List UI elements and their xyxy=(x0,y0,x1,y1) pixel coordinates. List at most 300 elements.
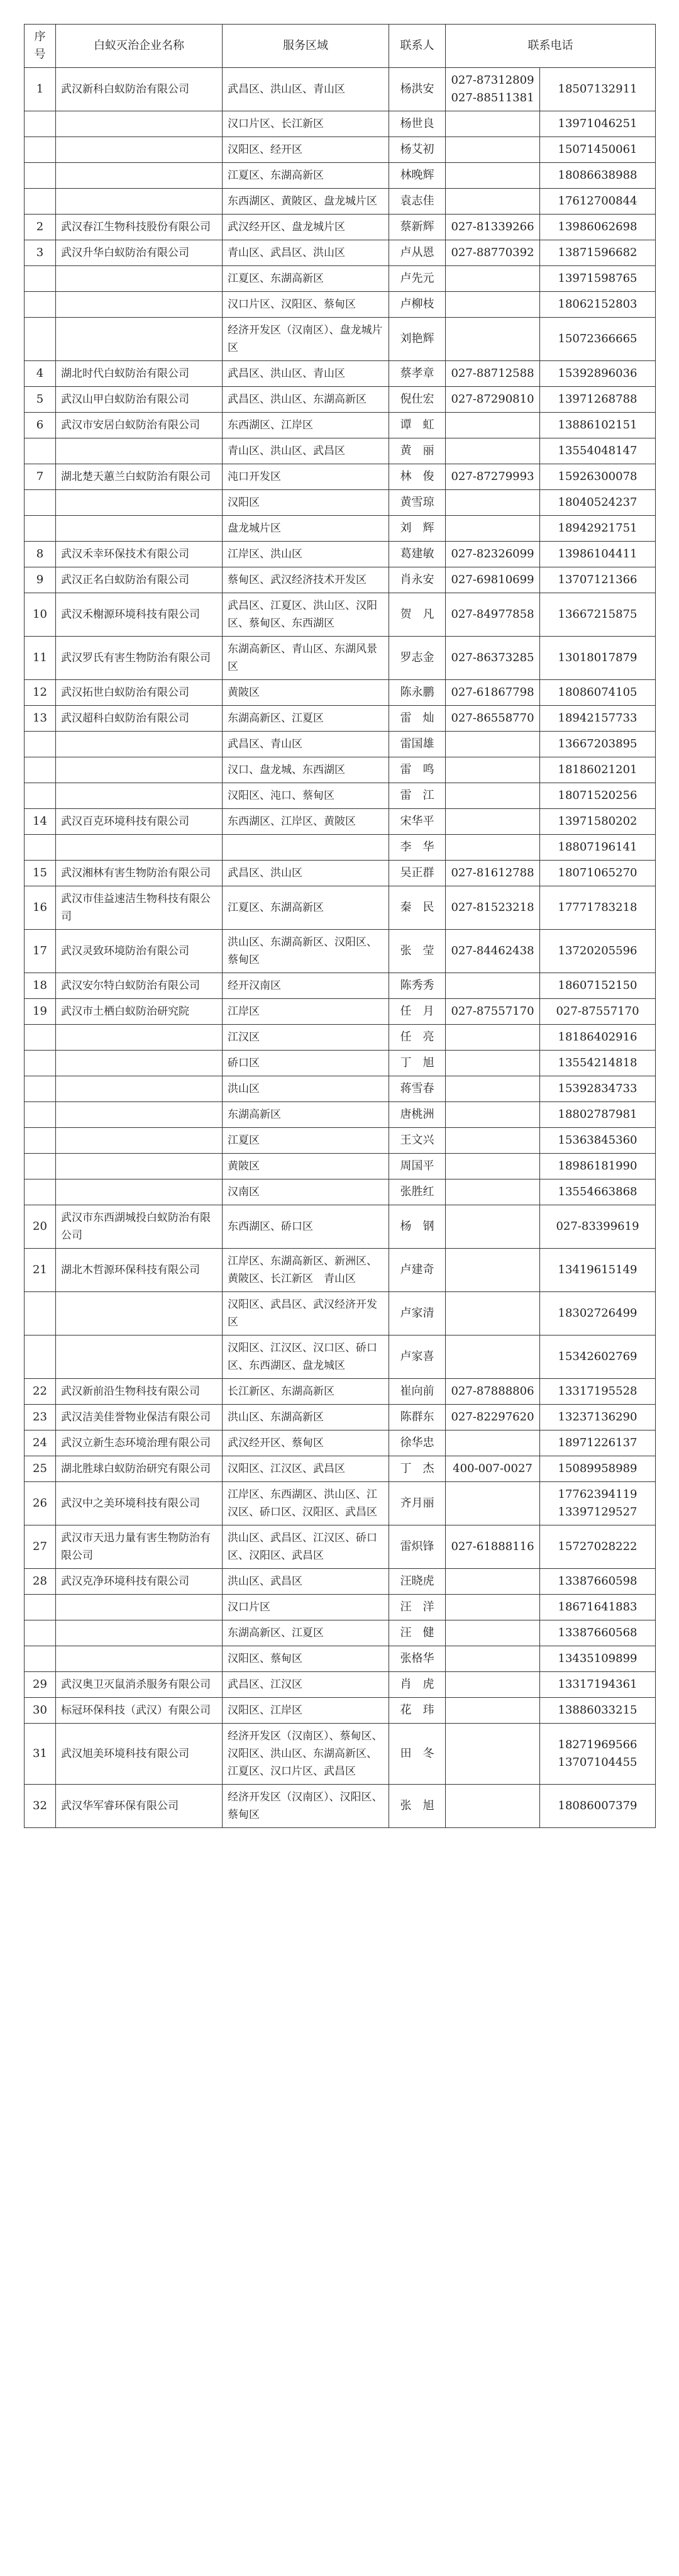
landline-phone xyxy=(446,1179,540,1205)
mobile-phone: 13317195528 xyxy=(540,1379,656,1405)
mobile-phone: 13018017879 xyxy=(540,637,656,680)
table-row xyxy=(25,1482,656,1525)
mobile-phone: 13435109899 xyxy=(540,1646,656,1672)
row-index: 4 xyxy=(25,361,56,387)
service-area: 汉阳区、江岸区 xyxy=(223,1698,389,1724)
mobile-phone: 13387660568 xyxy=(540,1620,656,1646)
row-index: 17 xyxy=(25,930,56,973)
mobile-phone: 13667203895 xyxy=(540,732,656,757)
mobile-phone: 18086074105 xyxy=(540,680,656,706)
landline-phone: 027-87888806 xyxy=(446,1379,540,1405)
table-row xyxy=(25,886,656,930)
service-area: 汉口片区、长江新区 xyxy=(223,111,389,137)
service-area: 汉南区 xyxy=(223,1179,389,1205)
contact-person: 李 华 xyxy=(389,835,446,861)
landline-phone xyxy=(446,1335,540,1379)
mobile-phone: 13886102151 xyxy=(540,413,656,438)
mobile-phone: 13871596682 xyxy=(540,240,656,266)
company-name xyxy=(56,1179,223,1205)
table-body xyxy=(25,68,656,1828)
landline-phone xyxy=(446,163,540,189)
contact-person: 宋华平 xyxy=(389,809,446,835)
table-row xyxy=(25,973,656,999)
company-name: 武汉升华白蚁防治有限公司 xyxy=(56,240,223,266)
mobile-phone: 15342602769 xyxy=(540,1335,656,1379)
contact-person: 林晚辉 xyxy=(389,163,446,189)
landline-phone: 027-86558770 xyxy=(446,706,540,732)
mobile-phone: 15071450061 xyxy=(540,137,656,163)
contact-person: 卢家清 xyxy=(389,1292,446,1335)
table-row xyxy=(25,637,656,680)
mobile-phone: 13667215875 xyxy=(540,593,656,637)
contact-person: 葛建敏 xyxy=(389,542,446,567)
contact-person: 齐月丽 xyxy=(389,1482,446,1525)
mobile-phone: 13237136290 xyxy=(540,1405,656,1430)
table-row xyxy=(25,1379,656,1405)
contact-person: 杨世良 xyxy=(389,111,446,137)
row-index xyxy=(25,163,56,189)
service-area: 汉口片区、汉阳区、蔡甸区 xyxy=(223,292,389,318)
contact-person: 张胜红 xyxy=(389,1179,446,1205)
header-phone: 联系电话 xyxy=(446,25,656,68)
table-row xyxy=(25,1646,656,1672)
company-name: 湖北时代白蚁防治有限公司 xyxy=(56,361,223,387)
landline-phone: 400-007-0027 xyxy=(446,1456,540,1482)
row-index: 20 xyxy=(25,1205,56,1249)
row-index: 30 xyxy=(25,1698,56,1724)
row-index xyxy=(25,1128,56,1154)
landline-phone xyxy=(446,1672,540,1698)
table-row xyxy=(25,1698,656,1724)
table-row xyxy=(25,1785,656,1828)
table-row xyxy=(25,835,656,861)
contact-person: 贺 凡 xyxy=(389,593,446,637)
row-index: 1 xyxy=(25,68,56,111)
mobile-phone: 18302726499 xyxy=(540,1292,656,1335)
company-name xyxy=(56,1620,223,1646)
contact-person: 周国平 xyxy=(389,1154,446,1179)
mobile-phone: 13554663868 xyxy=(540,1179,656,1205)
contact-person: 袁志佳 xyxy=(389,189,446,215)
company-name: 武汉禾幸环保技术有限公司 xyxy=(56,542,223,567)
mobile-phone: 15926300078 xyxy=(540,464,656,490)
company-name: 武汉超科白蚁防治有限公司 xyxy=(56,706,223,732)
mobile-phone: 13554214818 xyxy=(540,1051,656,1076)
landline-phone xyxy=(446,266,540,292)
row-index: 29 xyxy=(25,1672,56,1698)
company-name: 武汉拓世白蚁防治有限公司 xyxy=(56,680,223,706)
contact-person: 谭 虹 xyxy=(389,413,446,438)
company-name xyxy=(56,1292,223,1335)
mobile-phone: 027-83399619 xyxy=(540,1205,656,1249)
company-name: 武汉克净环境科技有限公司 xyxy=(56,1569,223,1595)
service-area: 汉口片区 xyxy=(223,1595,389,1620)
table-row xyxy=(25,240,656,266)
row-index xyxy=(25,1179,56,1205)
landline-phone xyxy=(446,1076,540,1102)
company-name xyxy=(56,1025,223,1051)
contact-person: 卢家喜 xyxy=(389,1335,446,1379)
company-name: 武汉湘林有害生物防治有限公司 xyxy=(56,861,223,886)
contact-person: 崔向前 xyxy=(389,1379,446,1405)
row-index: 23 xyxy=(25,1405,56,1430)
table-row xyxy=(25,318,656,361)
service-area: 武昌区、洪山区、东湖高新区 xyxy=(223,387,389,413)
landline-phone xyxy=(446,292,540,318)
table-row xyxy=(25,680,656,706)
table-row xyxy=(25,163,656,189)
landline-phone xyxy=(446,111,540,137)
company-name xyxy=(56,1102,223,1128)
landline-phone: 027-88712588 xyxy=(446,361,540,387)
row-index: 9 xyxy=(25,567,56,593)
row-index: 7 xyxy=(25,464,56,490)
company-name: 武汉市佳益速洁生物科技有限公司 xyxy=(56,886,223,930)
landline-phone: 027-82326099 xyxy=(446,542,540,567)
landline-phone xyxy=(446,413,540,438)
contact-person: 陈永鹏 xyxy=(389,680,446,706)
mobile-phone: 18271969566 13707104455 xyxy=(540,1724,656,1785)
company-name xyxy=(56,490,223,516)
row-index: 6 xyxy=(25,413,56,438)
landline-phone xyxy=(446,809,540,835)
contact-person: 卢建奇 xyxy=(389,1249,446,1292)
mobile-phone: 15392834733 xyxy=(540,1076,656,1102)
landline-phone xyxy=(446,1646,540,1672)
row-index: 10 xyxy=(25,593,56,637)
table-row xyxy=(25,999,656,1025)
row-index: 11 xyxy=(25,637,56,680)
service-area: 江夏区、东湖高新区 xyxy=(223,886,389,930)
header-index: 序号 xyxy=(25,25,56,68)
company-name: 武汉市东西湖城投白蚁防治有限公司 xyxy=(56,1205,223,1249)
mobile-phone: 18971226137 xyxy=(540,1430,656,1456)
contact-person: 肖永安 xyxy=(389,567,446,593)
company-name xyxy=(56,835,223,861)
company-name: 武汉华军睿环保有限公司 xyxy=(56,1785,223,1828)
table-row xyxy=(25,1456,656,1482)
service-area: 武昌区、江夏区、洪山区、汉阳区、蔡甸区、东西湖区 xyxy=(223,593,389,637)
mobile-phone: 18062152803 xyxy=(540,292,656,318)
mobile-phone: 15392896036 xyxy=(540,361,656,387)
contact-person: 张格华 xyxy=(389,1646,446,1672)
row-index: 21 xyxy=(25,1249,56,1292)
header-contact: 联系人 xyxy=(389,25,446,68)
service-area: 东湖高新区 xyxy=(223,1102,389,1128)
service-area: 江岸区、洪山区 xyxy=(223,542,389,567)
row-index xyxy=(25,490,56,516)
row-index: 15 xyxy=(25,861,56,886)
table-row xyxy=(25,1076,656,1102)
service-area: 东西湖区、硚口区 xyxy=(223,1205,389,1249)
mobile-phone: 18071065270 xyxy=(540,861,656,886)
row-index xyxy=(25,189,56,215)
table-row xyxy=(25,464,656,490)
service-area: 洪山区、东湖高新区、汉阳区、蔡甸区 xyxy=(223,930,389,973)
company-name: 湖北胜球白蚁防治研究有限公司 xyxy=(56,1456,223,1482)
company-name xyxy=(56,189,223,215)
mobile-phone: 18802787981 xyxy=(540,1102,656,1128)
contact-person: 黄雪琼 xyxy=(389,490,446,516)
mobile-phone: 027-87557170 xyxy=(540,999,656,1025)
row-index: 3 xyxy=(25,240,56,266)
service-area: 经济开发区（汉南区）、盘龙城片区 xyxy=(223,318,389,361)
row-index xyxy=(25,1595,56,1620)
mobile-phone: 13419615149 xyxy=(540,1249,656,1292)
landline-phone xyxy=(446,1025,540,1051)
company-name xyxy=(56,516,223,542)
mobile-phone: 17762394119 13397129527 xyxy=(540,1482,656,1525)
service-area: 武昌区、洪山区 xyxy=(223,861,389,886)
mobile-phone: 18807196141 xyxy=(540,835,656,861)
table-row xyxy=(25,413,656,438)
contact-person: 蔡新辉 xyxy=(389,215,446,240)
company-name xyxy=(56,1595,223,1620)
table-row xyxy=(25,361,656,387)
contact-person: 张 莹 xyxy=(389,930,446,973)
table-row xyxy=(25,1724,656,1785)
service-area: 汉阳区、蔡甸区 xyxy=(223,1646,389,1672)
table-row xyxy=(25,111,656,137)
service-area: 汉阳区、江汉区、武昌区 xyxy=(223,1456,389,1482)
service-area: 硚口区 xyxy=(223,1051,389,1076)
mobile-phone: 13387660598 xyxy=(540,1569,656,1595)
mobile-phone: 18942157733 xyxy=(540,706,656,732)
contact-person: 雷 鸣 xyxy=(389,757,446,783)
landline-phone xyxy=(446,1785,540,1828)
company-name xyxy=(56,732,223,757)
company-name: 武汉洁美佳誉物业保洁有限公司 xyxy=(56,1405,223,1430)
company-name xyxy=(56,163,223,189)
row-index: 32 xyxy=(25,1785,56,1828)
service-area: 江岸区 xyxy=(223,999,389,1025)
table-row xyxy=(25,1154,656,1179)
mobile-phone: 17771783218 xyxy=(540,886,656,930)
row-index: 28 xyxy=(25,1569,56,1595)
contact-person: 刘艳辉 xyxy=(389,318,446,361)
table-row xyxy=(25,1179,656,1205)
service-area: 沌口开发区 xyxy=(223,464,389,490)
contact-person: 杨洪安 xyxy=(389,68,446,111)
service-area: 青山区、武昌区、洪山区 xyxy=(223,240,389,266)
landline-phone xyxy=(446,1620,540,1646)
company-name: 武汉新科白蚁防治有限公司 xyxy=(56,68,223,111)
service-area: 经济开发区（汉南区）、汉阳区、蔡甸区 xyxy=(223,1785,389,1828)
service-area: 汉阳区、武昌区、武汉经济开发区 xyxy=(223,1292,389,1335)
contact-person: 林 俊 xyxy=(389,464,446,490)
landline-phone xyxy=(446,783,540,809)
contact-person: 秦 民 xyxy=(389,886,446,930)
landline-phone xyxy=(446,1205,540,1249)
landline-phone: 027-81523218 xyxy=(446,886,540,930)
landline-phone xyxy=(446,1595,540,1620)
landline-phone: 027-84462438 xyxy=(446,930,540,973)
landline-phone: 027-87279993 xyxy=(446,464,540,490)
company-name xyxy=(56,1076,223,1102)
company-name xyxy=(56,1128,223,1154)
company-name xyxy=(56,1051,223,1076)
table-row xyxy=(25,1051,656,1076)
row-index: 19 xyxy=(25,999,56,1025)
row-index xyxy=(25,1646,56,1672)
company-name: 武汉中之美环境科技有限公司 xyxy=(56,1482,223,1525)
contact-person: 丁 杰 xyxy=(389,1456,446,1482)
contact-person: 雷 江 xyxy=(389,783,446,809)
service-area: 青山区、洪山区、武昌区 xyxy=(223,438,389,464)
row-index: 26 xyxy=(25,1482,56,1525)
contact-person: 陈群东 xyxy=(389,1405,446,1430)
row-index xyxy=(25,516,56,542)
landline-phone xyxy=(446,973,540,999)
table-row xyxy=(25,1335,656,1379)
landline-phone xyxy=(446,137,540,163)
service-area: 东湖高新区、青山区、东湖风景区 xyxy=(223,637,389,680)
table-row xyxy=(25,68,656,111)
landline-phone: 027-61888116 xyxy=(446,1525,540,1569)
mobile-phone: 15363845360 xyxy=(540,1128,656,1154)
table-row xyxy=(25,809,656,835)
landline-phone xyxy=(446,189,540,215)
mobile-phone: 17612700844 xyxy=(540,189,656,215)
row-index xyxy=(25,1154,56,1179)
company-name: 标冠环保科技（武汉）有限公司 xyxy=(56,1698,223,1724)
table-header-row xyxy=(25,25,656,68)
service-area: 武昌区、青山区 xyxy=(223,732,389,757)
landline-phone xyxy=(446,1698,540,1724)
mobile-phone: 18040524237 xyxy=(540,490,656,516)
company-name: 武汉禾榭源环境科技有限公司 xyxy=(56,593,223,637)
landline-phone: 027-87557170 xyxy=(446,999,540,1025)
row-index: 14 xyxy=(25,809,56,835)
row-index: 8 xyxy=(25,542,56,567)
contact-person: 雷 灿 xyxy=(389,706,446,732)
row-index: 12 xyxy=(25,680,56,706)
contact-person: 卢先元 xyxy=(389,266,446,292)
mobile-phone: 18086007379 xyxy=(540,1785,656,1828)
service-area: 江汉区 xyxy=(223,1025,389,1051)
contact-person: 任 亮 xyxy=(389,1025,446,1051)
mobile-phone: 18507132911 xyxy=(540,68,656,111)
table-row xyxy=(25,593,656,637)
landline-phone xyxy=(446,1430,540,1456)
company-name xyxy=(56,137,223,163)
mobile-phone: 13971268788 xyxy=(540,387,656,413)
landline-phone xyxy=(446,1569,540,1595)
table-row xyxy=(25,542,656,567)
company-name: 武汉奥卫灭鼠消杀服务有限公司 xyxy=(56,1672,223,1698)
row-index xyxy=(25,1102,56,1128)
table-row xyxy=(25,1205,656,1249)
row-index: 5 xyxy=(25,387,56,413)
mobile-phone: 18071520256 xyxy=(540,783,656,809)
landline-phone: 027-88770392 xyxy=(446,240,540,266)
table-row xyxy=(25,1292,656,1335)
landline-phone xyxy=(446,318,540,361)
contact-person: 唐桃洲 xyxy=(389,1102,446,1128)
contact-person: 杨 钢 xyxy=(389,1205,446,1249)
landline-phone xyxy=(446,1724,540,1785)
landline-phone: 027-86373285 xyxy=(446,637,540,680)
landline-phone: 027-69810699 xyxy=(446,567,540,593)
service-area: 东湖高新区、江夏区 xyxy=(223,706,389,732)
service-area: 盘龙城片区 xyxy=(223,516,389,542)
contact-person: 吴正群 xyxy=(389,861,446,886)
service-area: 洪山区、武昌区、江汉区、硚口区、汉阳区、武昌区 xyxy=(223,1525,389,1569)
landline-phone xyxy=(446,1482,540,1525)
service-area: 江夏区 xyxy=(223,1128,389,1154)
row-index xyxy=(25,757,56,783)
row-index: 27 xyxy=(25,1525,56,1569)
table-row xyxy=(25,137,656,163)
table-row xyxy=(25,438,656,464)
mobile-phone: 15089958989 xyxy=(540,1456,656,1482)
company-name xyxy=(56,783,223,809)
landline-phone xyxy=(446,490,540,516)
company-name: 湖北木哲源环保科技有限公司 xyxy=(56,1249,223,1292)
service-area: 黄陂区 xyxy=(223,680,389,706)
mobile-phone: 18942921751 xyxy=(540,516,656,542)
landline-phone xyxy=(446,1102,540,1128)
row-index xyxy=(25,1025,56,1051)
mobile-phone: 18986181990 xyxy=(540,1154,656,1179)
table-row xyxy=(25,490,656,516)
table-row xyxy=(25,706,656,732)
contact-person: 刘 辉 xyxy=(389,516,446,542)
contact-person: 蔡孝章 xyxy=(389,361,446,387)
landline-phone xyxy=(446,1051,540,1076)
table-row xyxy=(25,1128,656,1154)
table-row xyxy=(25,1595,656,1620)
mobile-phone: 13986104411 xyxy=(540,542,656,567)
contact-person: 汪 健 xyxy=(389,1620,446,1646)
contact-person: 花 玮 xyxy=(389,1698,446,1724)
service-area: 武汉经开区、盘龙城片区 xyxy=(223,215,389,240)
table-row xyxy=(25,1249,656,1292)
table-row xyxy=(25,757,656,783)
service-area: 蔡甸区、武汉经济技术开发区 xyxy=(223,567,389,593)
row-index: 24 xyxy=(25,1430,56,1456)
contact-person: 杨艾初 xyxy=(389,137,446,163)
company-name xyxy=(56,292,223,318)
mobile-phone: 13971598765 xyxy=(540,266,656,292)
row-index: 2 xyxy=(25,215,56,240)
mobile-phone: 18671641883 xyxy=(540,1595,656,1620)
service-area: 经开汉南区 xyxy=(223,973,389,999)
row-index xyxy=(25,1292,56,1335)
service-area: 江夏区、东湖高新区 xyxy=(223,163,389,189)
mobile-phone: 13971580202 xyxy=(540,809,656,835)
row-index xyxy=(25,1335,56,1379)
table-row xyxy=(25,292,656,318)
contact-person: 汪 洋 xyxy=(389,1595,446,1620)
contact-person: 陈秀秀 xyxy=(389,973,446,999)
table-row xyxy=(25,516,656,542)
row-index xyxy=(25,266,56,292)
service-area: 长江新区、东湖高新区 xyxy=(223,1379,389,1405)
row-index xyxy=(25,835,56,861)
landline-phone: 027-87312809 027-88511381 xyxy=(446,68,540,111)
row-index xyxy=(25,292,56,318)
service-area: 黄陂区 xyxy=(223,1154,389,1179)
contact-person: 卢从恩 xyxy=(389,240,446,266)
company-name: 武汉百克环境科技有限公司 xyxy=(56,809,223,835)
contact-person: 田 冬 xyxy=(389,1724,446,1785)
contact-person: 雷炽锋 xyxy=(389,1525,446,1569)
row-index xyxy=(25,1620,56,1646)
row-index: 22 xyxy=(25,1379,56,1405)
table-row xyxy=(25,1430,656,1456)
company-name: 武汉灵致环境防治有限公司 xyxy=(56,930,223,973)
